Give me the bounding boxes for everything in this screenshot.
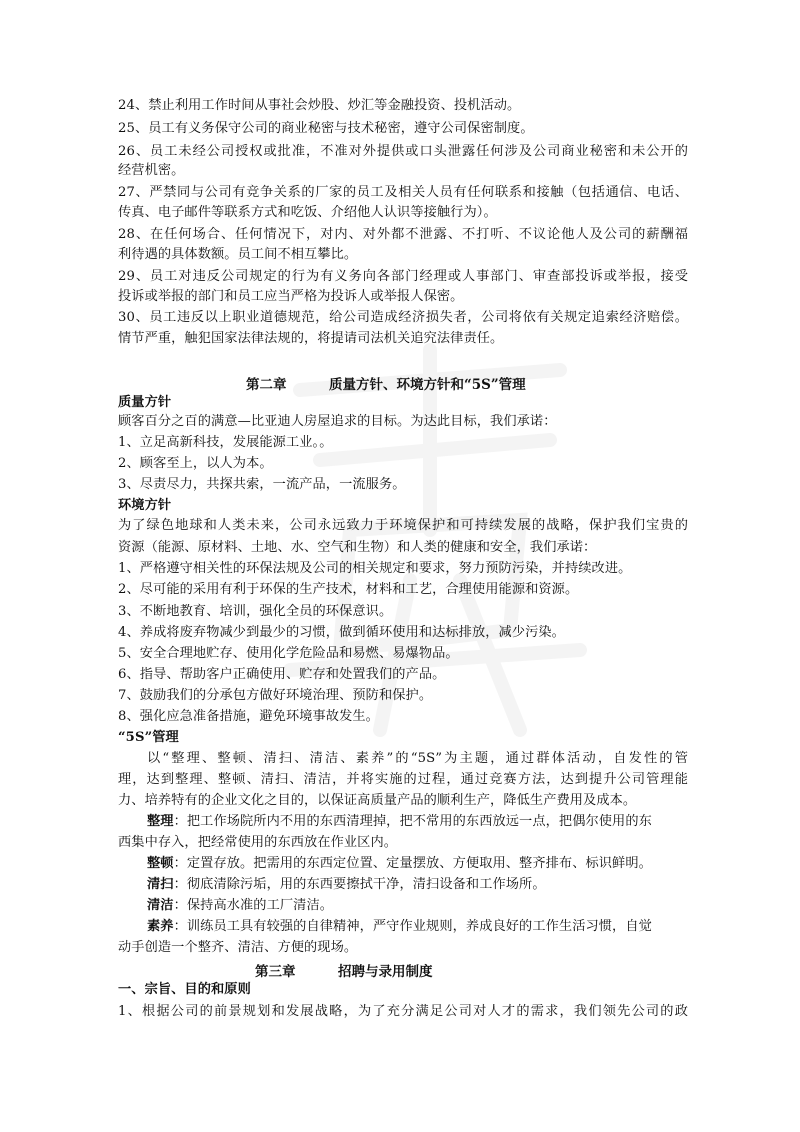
chapter-2-title: 质量方针、环境方针和“5S”管理 [329, 377, 526, 393]
fives-heading: “5S”管理 [118, 730, 179, 745]
environment-item-3: 3、不断地教育、培训，强化全员的环保意识。 [118, 604, 393, 619]
seiri-text: ：把工作场院所内不用的东西清理掉，把不常用的东西放远一点，把偶尔使用的东 [173, 814, 652, 829]
seiketsu-line [118, 897, 688, 915]
environment-item-4: 4、养成将废弃物减少到最少的习惯，做到循环使用和达标排放，减少污染。 [118, 625, 565, 640]
rule-27-line-1: 27、严禁同与公司有竞争关系的厂家的员工及相关人员有任何联系和接触（包括通信、电话、 [118, 185, 688, 200]
chapter-3-section-1-heading: 一、宗旨、目的和原则 [118, 982, 251, 997]
rule-29-line-2: 投诉或举报的部门和员工应当严格为投诉人或举报人保密。 [118, 289, 464, 304]
seiketsu-term: 清洁 [147, 898, 174, 913]
quality-item-3: 3、尽责尽力，共探共索，一流产品，一流服务。 [118, 477, 406, 492]
rule-28-line-1: 28、在任何场合、任何情况下，对内、对外都不泄露、不打听、不议论他人及公司的薪酬福 [118, 227, 688, 242]
rule-25: 25、员工有义务保守公司的商业秘密与技术秘密，遵守公司保密制度。 [118, 121, 534, 136]
shitsuke-text: ：训练员工具有较强的自律精神，严守作业规则，养成良好的工作生活习惯，自觉 [173, 919, 652, 934]
environment-item-6: 6、指导、帮助客户正确使用、贮存和处置我们的产品。 [118, 667, 446, 682]
quality-policy-heading: 质量方针 [118, 395, 172, 410]
seiso-term: 清扫 [147, 877, 174, 892]
rule-27-line-2: 传真、电子邮件等联系方式和吃饭、介绍他人认识等接触行为）。 [118, 205, 497, 220]
seiri-line-1 [118, 813, 688, 831]
seiton-text: ：定置存放。把需用的东西定位置、定量摆放、方便取用、整齐排布、标识鲜明。 [173, 856, 652, 871]
rule-28-line-2: 利待遇的具体数额。员工间不相互攀比。 [118, 247, 358, 262]
environment-item-5: 5、安全合理地贮存、使用化学危险品和易燃、易爆物品。 [118, 646, 459, 661]
fives-intro-line-1: 以“整理、整顿、清扫、清洁、素养”的“5S”为主题，通过群体活动，自发性的管 [147, 751, 688, 766]
environment-policy-heading: 环境方针 [118, 498, 172, 513]
rule-30-line-2: 情节严重，触犯国家法律法规的，将提请司法机关追究法律责任。 [118, 331, 504, 346]
seiketsu-text: ：保持高水准的工厂清洁。 [173, 898, 334, 913]
chapter-3-title: 招聘与录用制度 [338, 964, 433, 980]
seiri-line-2: 西集中存入，把经常使用的东西放在作业区内。 [118, 835, 398, 850]
fives-intro-line-2: 理，达到整理、整顿、清扫、清洁，并将实施的过程，通过竞赛方法，达到提升公司管理能 [118, 772, 688, 787]
quality-item-1: 1、立足高新科技，发展能源工业。。 [118, 435, 333, 450]
quality-policy-intro: 顾客百分之百的满意—比亚迪人房屋追求的目标。为达此目标，我们承诺： [118, 414, 557, 429]
seiton-term: 整顿 [147, 856, 174, 871]
rule-24: 24、禁止利用工作时间从事社会炒股、炒汇等金融投资、投机活动。 [118, 98, 521, 113]
chapter-3-number: 第三章 [255, 964, 296, 980]
chapter-3-item-1: 1、根据公司的前景规划和发展战略，为了充分满足公司对人才的需求，我们领先公司的政 [118, 1004, 688, 1019]
rule-30-line-1: 30、员工违反以上职业道德规范，给公司造成经济损失者，公司将依有关规定追索经济赔偿。 [118, 310, 688, 325]
rule-26-line-2: 经营机密。 [118, 163, 185, 178]
fives-intro-line-3: 力、培养特有的企业文化之目的，以保证高质量产品的顺利生产，降低生产费用及成本。 [118, 793, 637, 808]
seiso-line [118, 876, 688, 894]
environment-intro-line-1: 为了绿色地球和人类未来，公司永远致力于环境保护和可持续发展的战略，保护我们宝贵的 [118, 518, 688, 533]
seiso-text: ：彻底清除污垢，用的东西要擦拭干净，清扫设备和工作场所。 [173, 877, 546, 892]
seiri-term: 整理 [147, 814, 174, 829]
shitsuke-line-2: 动手创造一个整齐、清洁、方便的现场。 [118, 940, 358, 955]
environment-item-2: 2、尽可能的采用有利于环保的生产技术，材料和工艺，合理使用能源和资源。 [118, 582, 579, 597]
shitsuke-term: 素养 [147, 919, 174, 934]
shitsuke-line-1 [118, 918, 688, 936]
environment-item-7: 7、鼓励我们的分承包方做好环境治理、预防和保护。 [118, 688, 433, 703]
seiton-line [118, 855, 688, 873]
environment-intro-line-2: 资源（能源、原材料、土地、水、空气和生物）和人类的健康和安全，我们承诺： [118, 540, 597, 555]
chapter-2-number: 第二章 [246, 377, 287, 393]
rule-26-line-1: 26、员工未经公司授权或批准，不准对外提供或口头泄露任何涉及公司商业秘密和未公开的 [118, 144, 688, 159]
environment-item-1: 1、严格遵守相关性的环保法规及公司的相关规定和要求，努力预防污染，并持续改进。 [118, 561, 632, 576]
environment-item-8: 8、强化应急准备措施，避免环境事故发生。 [118, 709, 379, 724]
quality-item-2: 2、顾客至上，以人为本。 [118, 456, 273, 471]
rule-29-line-1: 29、员工对违反公司规定的行为有义务向各部门经理或人事部门、审查部投诉或举报，接受 [118, 269, 688, 284]
